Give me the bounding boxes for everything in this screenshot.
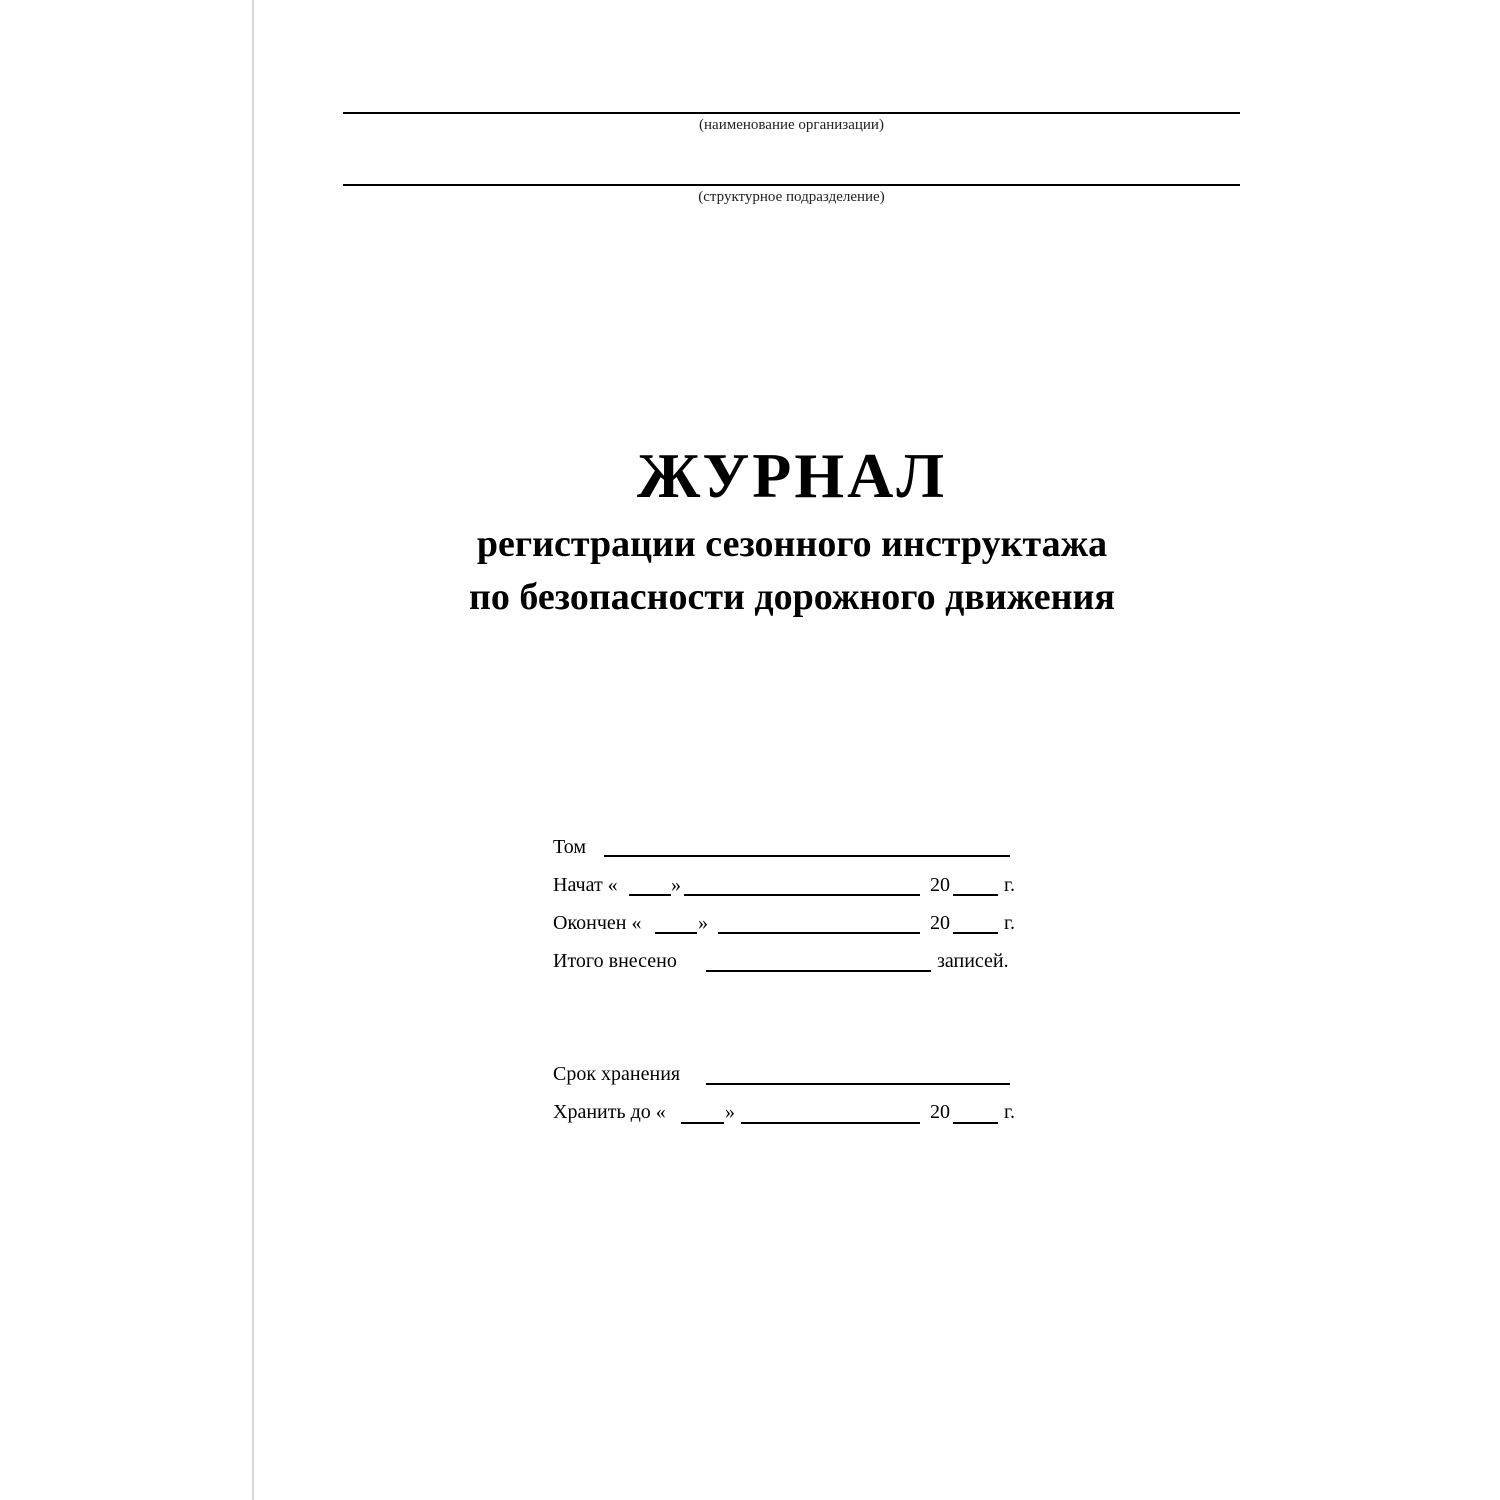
total-entries-label: Итого внесено [553, 950, 677, 972]
finished-year-line [953, 932, 998, 934]
finished-quote-close: » [698, 912, 708, 934]
keep-until-year-prefix: 20 [930, 1101, 950, 1123]
keep-until-month-line [741, 1122, 920, 1124]
started-quote-close: » [671, 874, 681, 896]
journal-subtitle-line-1: регистрации сезонного инструктажа [476, 523, 1108, 565]
storage-period-line [706, 1083, 1010, 1085]
finished-year-suffix: г. [1004, 912, 1015, 934]
department-line [343, 184, 1240, 186]
started-day-line [629, 894, 671, 896]
started-year-suffix: г. [1004, 874, 1015, 896]
started-year-prefix: 20 [930, 874, 950, 896]
department-caption: (структурное подразделение) [698, 189, 885, 205]
journal-title: ЖУРНАЛ [636, 440, 948, 511]
keep-until-year-suffix: г. [1004, 1101, 1015, 1123]
page-edge-divider [252, 0, 254, 1500]
journal-subtitle-line-2: по безопасности дорожного движения [469, 576, 1115, 618]
volume-label: Том [553, 836, 586, 858]
keep-until-label: Хранить до « [553, 1101, 666, 1123]
keep-until-day-line [681, 1122, 724, 1124]
organization-caption: (наименование организации) [699, 117, 884, 133]
started-year-line [953, 894, 998, 896]
started-label: Начат « [553, 874, 618, 896]
storage-period-label: Срок хранения [553, 1063, 681, 1085]
organization-name-line [343, 112, 1240, 114]
finished-month-line [718, 932, 920, 934]
finished-day-line [655, 932, 697, 934]
keep-until-quote-close: » [725, 1101, 735, 1123]
started-month-line [684, 894, 920, 896]
total-entries-line [706, 970, 931, 972]
finished-year-prefix: 20 [930, 912, 950, 934]
keep-until-year-line [953, 1122, 998, 1124]
total-entries-suffix: записей. [937, 950, 1009, 972]
volume-line [604, 855, 1010, 857]
finished-label: Окончен « [553, 912, 642, 934]
